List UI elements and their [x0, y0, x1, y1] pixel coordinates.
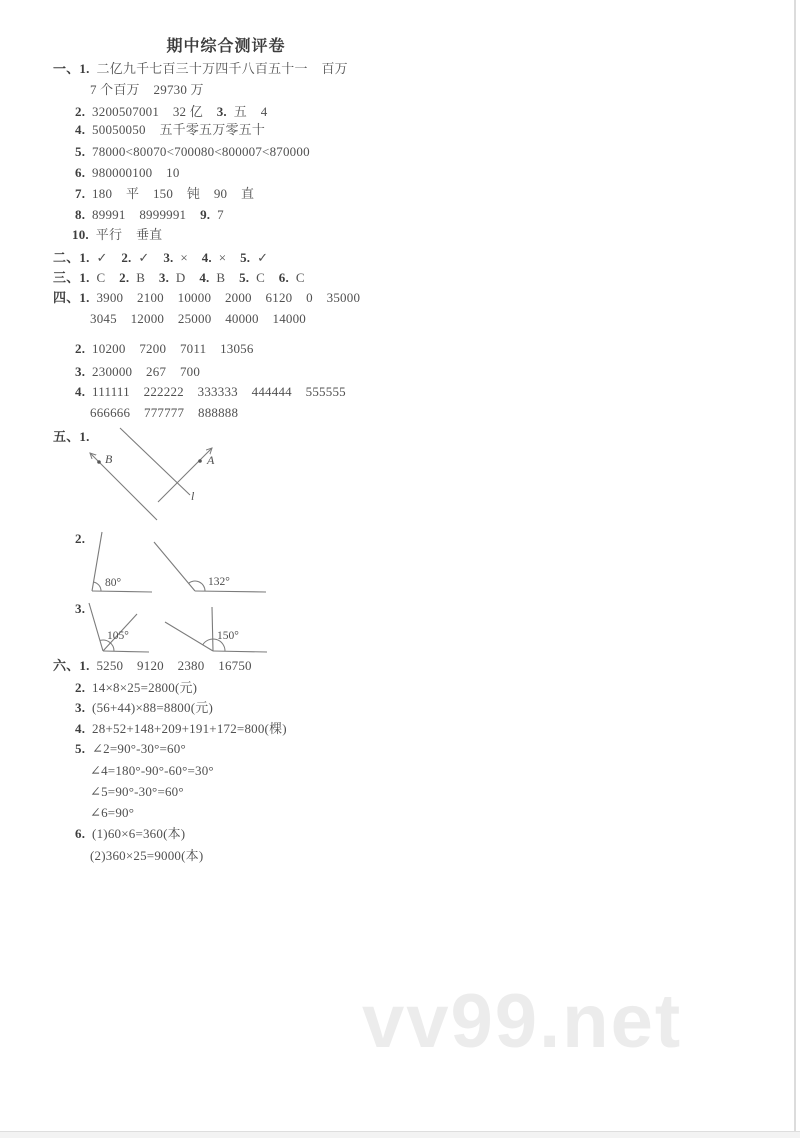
answer-line — [90, 848, 203, 863]
item-number: 3. — [75, 601, 86, 616]
answer-line — [75, 207, 224, 222]
answer-text: (1)60×6=360(本) — [85, 826, 186, 841]
answer-text: 5250 9120 2380 16750 — [89, 658, 252, 673]
answer-text: 3200507001 32 亿 — [85, 104, 217, 119]
answer-line — [53, 61, 348, 76]
point-A-label: A — [207, 453, 215, 467]
angle-132-base-ray — [195, 591, 266, 592]
line-l — [120, 428, 190, 495]
answer-text: 89991 8999991 — [85, 207, 201, 222]
angle-80-ray — [92, 532, 102, 591]
angle-150-base-ray — [213, 651, 267, 652]
item-number: 10. — [72, 227, 89, 242]
answer-text: (56+44)×88=8800(元) — [85, 700, 213, 715]
answer-text: 230000 267 700 — [85, 364, 201, 379]
answer-text: 980000100 10 — [85, 165, 180, 180]
angle-105-base-ray — [103, 651, 149, 652]
answer-text: 14×8×25=2800(元) — [85, 680, 198, 695]
answer-text: 7 — [210, 207, 224, 222]
line-through-A — [158, 448, 212, 502]
answer-line — [90, 763, 214, 778]
answer-text: 78000<80070<700080<800007<870000 — [85, 144, 310, 159]
answer-text: B — [129, 270, 159, 285]
answer-text: C — [89, 270, 120, 285]
answer-text: 7 个百万 29730 万 — [90, 82, 204, 97]
item-number: 4. — [75, 122, 86, 137]
answer-line — [90, 805, 134, 820]
answer-text: 666666 777777 888888 — [90, 405, 239, 420]
item-number: 6. — [278, 270, 289, 285]
answer-line — [53, 250, 268, 265]
item-number: 2. — [75, 104, 86, 119]
answer-text: 二亿九千七百三十万四千八百五十一 百万 — [89, 61, 348, 76]
page-right-edge — [794, 0, 796, 1131]
item-number: 9. — [200, 207, 211, 222]
answer-text: ∠5=90°-30°=60° — [90, 784, 184, 799]
item-number: 5. — [239, 270, 250, 285]
answer-text: 180 平 150 钝 90 直 — [85, 186, 255, 201]
angle-150-aux-ray — [212, 607, 213, 651]
answer-line — [75, 741, 186, 756]
item-number: 8. — [75, 207, 86, 222]
item-number: 4. — [201, 250, 212, 265]
point-B-dot — [97, 460, 101, 464]
watermark: vv99.net — [362, 979, 683, 1064]
answer-text: (2)360×25=9000(本) — [90, 848, 204, 863]
point-B-label: B — [105, 452, 113, 466]
answer-text: × — [211, 250, 241, 265]
line-l-label: l — [191, 489, 195, 503]
item-number: 4. — [75, 721, 86, 736]
angle-80-base-ray — [92, 591, 152, 592]
item-number: 3. — [75, 700, 86, 715]
answer-text: 50050050 五千零五万零五十 — [85, 122, 266, 137]
item-number: 2. — [75, 680, 86, 695]
angle-105-label: 105° — [107, 630, 129, 642]
answer-text: ∠6=90° — [90, 805, 135, 820]
answer-text: ✓ — [131, 250, 164, 265]
item-number: 一、1. — [53, 61, 90, 76]
answer-text: ✓ — [250, 250, 269, 265]
answer-line — [75, 341, 254, 356]
answer-line — [90, 405, 238, 420]
answer-text: 28+52+148+209+191+172=800(棵) — [85, 721, 287, 736]
angle-80-arc — [94, 582, 101, 591]
item-number: 6. — [75, 165, 86, 180]
answer-text: B — [209, 270, 240, 285]
item-number: 四、1. — [53, 290, 90, 305]
item-number: 2. — [119, 270, 130, 285]
item-number: 三、1. — [53, 270, 90, 285]
answer-text: 111111 222222 333333 444444 555555 — [85, 384, 346, 399]
answer-line — [53, 658, 252, 673]
item-number: 5. — [75, 741, 86, 756]
angle-132-label: 132° — [208, 576, 230, 588]
item-number: 4. — [199, 270, 210, 285]
figure-angles-80-132 — [80, 528, 280, 598]
item-number: 二、1. — [53, 250, 90, 265]
answer-text: 3900 2100 10000 2000 6120 0 35000 — [89, 290, 361, 305]
answer-line — [90, 311, 306, 326]
item-number: 六、1. — [53, 658, 90, 673]
answer-text: 3045 12000 25000 40000 14000 — [90, 311, 306, 326]
answer-text: C — [288, 270, 305, 285]
item-number: 5. — [240, 250, 251, 265]
answer-line — [75, 165, 180, 180]
angle-150-ray — [165, 622, 213, 651]
answer-line — [75, 144, 310, 159]
item-number: 3. — [163, 250, 174, 265]
answer-line — [75, 700, 213, 715]
angle-150-label: 150° — [217, 630, 239, 642]
item-number: 5. — [75, 144, 86, 159]
item-number: 2. — [75, 531, 86, 546]
item-number: 2. — [121, 250, 132, 265]
answer-line — [75, 364, 200, 379]
answer-line — [90, 784, 184, 799]
answer-text: ∠2=90°-30°=60° — [85, 741, 186, 756]
answer-line — [53, 270, 305, 285]
answer-text: C — [249, 270, 279, 285]
answer-line — [75, 384, 346, 399]
answer-line — [75, 826, 185, 841]
answer-text: ∠4=180°-90°-60°=30° — [90, 763, 214, 778]
page-title: 期中综合测评卷 — [166, 38, 286, 55]
answer-line — [75, 721, 287, 736]
answer-line — [53, 290, 360, 305]
item-number: 3. — [158, 270, 170, 285]
angle-105-ray — [89, 603, 103, 651]
answer-text: × — [173, 250, 202, 265]
answer-line — [75, 680, 197, 695]
figure-parallel-perpendicular — [80, 420, 240, 532]
point-A-dot — [198, 459, 202, 463]
answer-line — [75, 104, 267, 119]
answer-text: 五 4 — [226, 104, 268, 119]
item-number: 6. — [75, 826, 86, 841]
answer-line — [75, 122, 265, 137]
item-number: 7. — [75, 186, 86, 201]
item-number: 3. — [216, 104, 227, 119]
answer-text: D — [169, 270, 200, 285]
answer-text: 10200 7200 7011 13056 — [85, 341, 254, 356]
item-number: 3. — [75, 364, 86, 379]
item-number: 4. — [75, 384, 86, 399]
item-number: 五、1. — [53, 429, 90, 444]
answer-line — [90, 82, 204, 97]
answer-line — [75, 186, 254, 201]
answer-line — [72, 227, 162, 242]
angle-80-label: 80° — [105, 577, 122, 589]
figure-angles-105-150 — [75, 598, 280, 660]
item-number: 2. — [75, 341, 86, 356]
answer-text: ✓ — [89, 250, 122, 265]
answer-text: 平行 垂直 — [88, 227, 163, 242]
